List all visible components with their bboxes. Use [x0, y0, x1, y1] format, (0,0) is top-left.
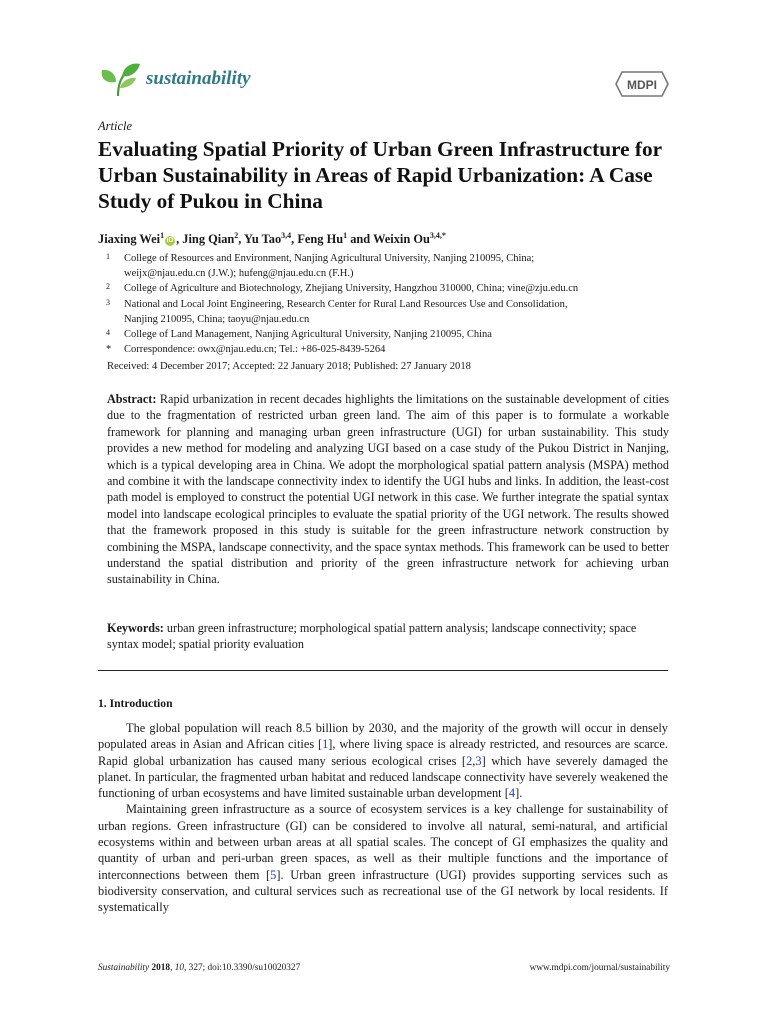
mdpi-logo-text: MDPI [627, 78, 657, 92]
footer-year: 2018 [151, 963, 171, 973]
article-type: Article [98, 119, 133, 133]
affiliation-marker: 4 [106, 328, 110, 338]
mdpi-logo [614, 68, 670, 100]
orcid-icon[interactable]: iD [166, 237, 174, 244]
author-separator: , [238, 232, 245, 246]
affiliation-marker: * [106, 344, 112, 356]
author-affiliation-sup: 3,4 [281, 231, 292, 240]
author-separator: , [291, 232, 298, 246]
section-heading: 1. Introduction [98, 697, 173, 710]
citation-link[interactable]: 2 [466, 753, 473, 768]
footer-url[interactable]: www.mdpi.com/journal/sustainability [529, 963, 670, 973]
paragraph-text: ]. Urban green infrastructure (UGI) provides supporting services such as biodiversity conservation, and cultural services such as recreational use of the GI network by local residents. If systematically [98, 867, 668, 915]
affiliation-text: College of Agriculture and Biotechnology, Zhejiang University, Hangzhou 310000, China; vine@zju.edu.cn [124, 283, 579, 295]
paragraph-text: ], where living space is already restricted, and resources are scarce. Rapid global urbanization has caused many serious ecological crises [ [98, 737, 668, 768]
body-paragraph [98, 720, 668, 801]
affiliation-line [98, 297, 678, 312]
paragraph-text: ]. [515, 786, 523, 801]
abstract [107, 391, 669, 588]
abstract-label: Abstract: [107, 392, 157, 406]
keywords-label: Keywords: [107, 621, 164, 635]
footer-citation: Sustainability 2018, 10, 327; doi:10.3390/su10020327 [98, 963, 301, 973]
author-name: Feng Hu [297, 232, 344, 246]
citation-link[interactable]: 3 [475, 753, 482, 768]
citation-link[interactable]: 4 [508, 786, 516, 801]
author-affiliation-sup: 3,4,* [429, 231, 446, 240]
affiliation-text: National and Local Joint Engineering, Research Center for Rural Land Resources Use and Consolidation, [124, 298, 568, 310]
paragraph-text: ] which have severely damaged the planet. In particular, the fragmented urban habitat and reduced landscape connectivity have severely weakened the functioning of urban ecosystems and have limited sustainable urban development [ [98, 753, 668, 801]
affiliation-text: Nanjing 210095, China; taoyu@njau.edu.cn [124, 313, 310, 325]
author-name: Jing Qian [182, 232, 235, 246]
keywords [107, 620, 669, 653]
journal-name: sustainability [146, 68, 251, 89]
affiliation-text: College of Resources and Environment, Nanjing Agricultural University, Nanjing 210095, China; [124, 253, 535, 264]
section-divider [98, 670, 668, 671]
affiliation-text: weijx@njau.edu.cn (J.W.); hufeng@njau.edu.cn (F.H.) [124, 268, 354, 280]
publication-dates: Received: 4 December 2017; Accepted: 22 January 2018; Published: 27 January 2018 [107, 361, 471, 372]
affiliation-text: Correspondence: owx@njau.edu.cn; Tel.: +86-025-8439-5264 [124, 344, 386, 356]
author-separator: and [347, 232, 374, 246]
paragraph-text: Maintaining green infrastructure as a source of ecosystem services is a key challenge for sustainability of urban regions. Green infrastructure (GI) can be considered to involve all natural, semi-natural, and artificial ecosystems within and between urban areas at all spatial scales. The concept of GI emphasizes the quality and quantity of urban and peri-urban green spaces, as well as their multiple functions and the importance of interconnections between them [ [98, 802, 668, 882]
footer-journal: Sustainability [98, 963, 150, 973]
author-affiliation-sup: 2 [234, 231, 239, 240]
section-body [98, 720, 668, 916]
affiliation-line [98, 327, 678, 342]
author-affiliation-sup: 1 [160, 231, 165, 240]
author-list [98, 231, 446, 247]
author-name: Yu Tao [244, 232, 282, 246]
paragraph-text: , [472, 753, 476, 768]
author-name: Weixin Ou [373, 232, 430, 246]
footer-doi: , 327; doi:10.3390/su10020327 [184, 963, 301, 973]
paragraph-text: The global population will reach 8.5 billion by 2030, and the majority of the growth will occur in densely populated areas in Asian and African cities [ [98, 721, 668, 752]
citation-link[interactable]: 5 [270, 867, 277, 882]
citation-link[interactable]: 1 [322, 737, 329, 752]
affiliation-marker: 1 [106, 252, 110, 261]
affiliation-line [98, 266, 678, 281]
author-separator: , [176, 232, 183, 246]
affiliation-line [98, 281, 678, 296]
affiliation-marker: 3 [106, 297, 110, 307]
footer-volume: 10 [174, 963, 185, 973]
journal-leaf-logo [98, 60, 142, 100]
author-name: Jiaxing Wei [98, 232, 161, 246]
abstract-text: Rapid urbanization in recent decades highlights the limitations on the sustainable development of cities due to the fragmentation of restricted urban green land. The aim of this paper is to formulate a workable framework for planning and managing urban green infrastructure (UGI) for urban sustainability. This study provides a new method for modeling and analyzing UGI based on a case study of the Pukou District in Nanjing, which is a typical developing area in China. We adopt the morphological spatial pattern analysis (MSPA) method and combine it with the landscape connectivity index to identify the UGI hubs and links. In addition, the least-cost path model is employed to construct the potential UGI network in this case. We further integrate the spatial syntax model into landscape ecological principles to evaluate the spatial priority of the UGI network. The results showed that the framework proposed in this study is suitable for the green infrastructure network construction by combining the MSPA, landscape connectivity, and the space syntax methods. This framework can be used to better understand the spatial distribution and priority of the green infrastructure network for achieving urban sustainability in China. [107, 392, 669, 587]
body-paragraph [98, 801, 668, 915]
affiliation-line [98, 312, 678, 327]
paper-title: Evaluating Spatial Priority of Urban Green Infrastructure for Urban Sustainability in Areas of Rapid Urbanization: A Case Study of Pukou in China [98, 137, 662, 213]
keywords-text: urban green infrastructure; morphological spatial pattern analysis; landscape connectivity; space syntax model; spatial priority evaluation [107, 621, 637, 652]
affiliation-text: College of Land Management, Nanjing Agricultural University, Nanjing 210095, China [124, 329, 492, 341]
affiliation-line [98, 251, 678, 266]
author-affiliation-sup: 1 [343, 231, 348, 240]
affiliations [98, 251, 678, 357]
affiliation-line [98, 342, 678, 357]
affiliation-marker: 2 [106, 282, 110, 292]
